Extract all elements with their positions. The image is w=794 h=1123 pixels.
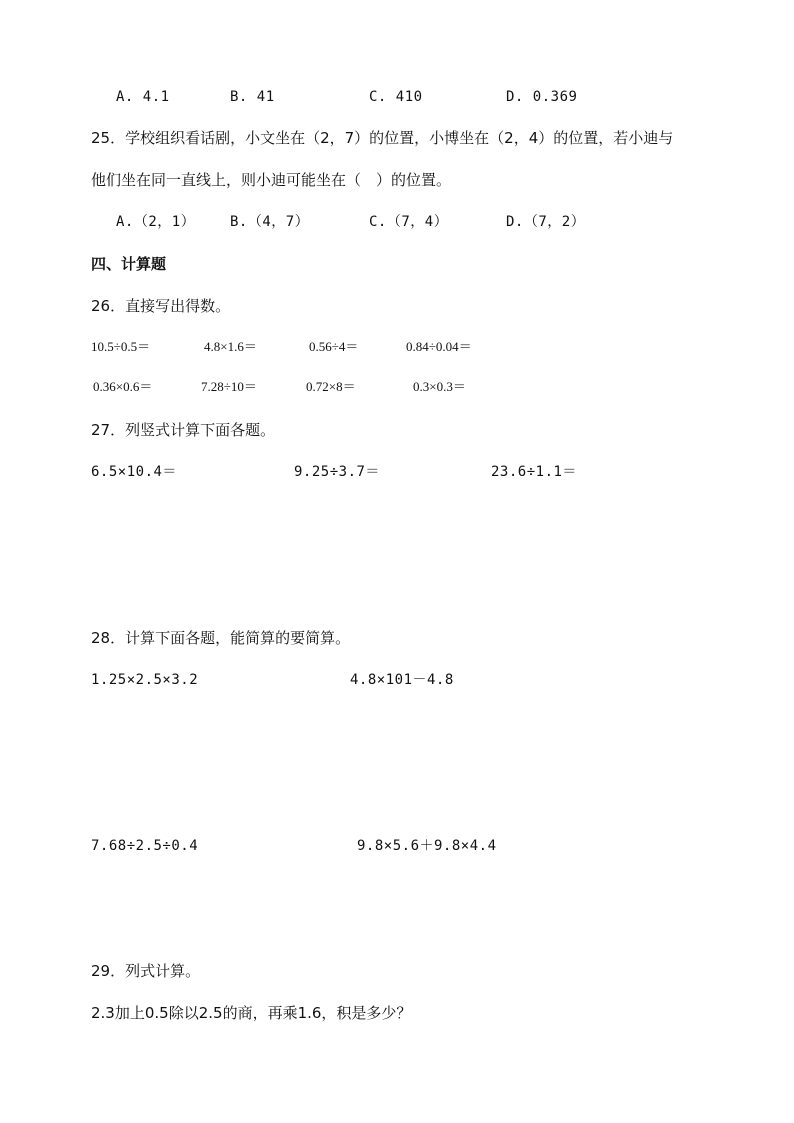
q26-r1-item4: 0.84÷0.04＝ [406,339,472,354]
q28-item4: 9.8×5.6＋9.8×4.4 [357,838,497,854]
q25-text-line2: 他们坐在同一直线上，则小迪可能坐在（ ）的位置。 [91,171,452,189]
q26-r2-item3: 0.72×8＝ [306,379,356,394]
q25-text-line1: 25．学校组织看话剧，小文坐在（2，7）的位置，小博坐在（2，4）的位置，若小迪与 [91,129,674,147]
q24-option-b: B. 41 [230,89,275,105]
q24-option-a: A. 4.1 [116,89,170,105]
q29-text: 2.3加上0.5除以2.5的商，再乘1.6，积是多少？ [91,1004,412,1022]
q27-title: 27．列竖式计算下面各题。 [91,421,276,439]
q26-r1-item2: 4.8×1.6＝ [204,339,257,354]
q25-option-a: A.（2，1） [116,214,196,230]
q24-option-c: C. 410 [369,89,423,105]
q26-r1-item1: 10.5÷0.5＝ [91,339,151,354]
q27-item1: 6.5×10.4＝ [91,464,177,480]
q26-title: 26．直接写出得数。 [91,297,231,315]
q24-options [0,87,794,107]
q28-row2 [0,836,794,856]
q27-items [0,462,794,482]
q26-r1-item3: 0.56÷4＝ [309,339,359,354]
q26-r2-item2: 7.28÷10＝ [201,379,257,394]
q25-option-b: B.（4，7） [230,214,310,230]
q28-item2: 4.8×101－4.8 [350,672,454,688]
q26-row1 [0,337,794,357]
q24-option-d: D. 0.369 [506,89,578,105]
q25-option-c: C.（7，4） [369,214,449,230]
q27-item2: 9.25÷3.7＝ [294,464,380,480]
q28-row1 [0,670,794,690]
q26-r2-item4: 0.3×0.3＝ [413,379,466,394]
q26-row2 [0,377,794,397]
q29-title: 29．列式计算。 [91,962,201,980]
q28-item3: 7.68÷2.5÷0.4 [91,838,199,854]
q25-option-d: D.（7，2） [506,214,586,230]
q27-item3: 23.6÷1.1＝ [491,464,577,480]
section-title: 四、计算题 [91,255,167,273]
q26-r2-item1: 0.36×0.6＝ [93,379,153,394]
q28-title: 28．计算下面各题，能简算的要简算。 [91,629,351,647]
q28-item1: 1.25×2.5×3.2 [91,672,199,688]
q25-options [0,212,794,232]
